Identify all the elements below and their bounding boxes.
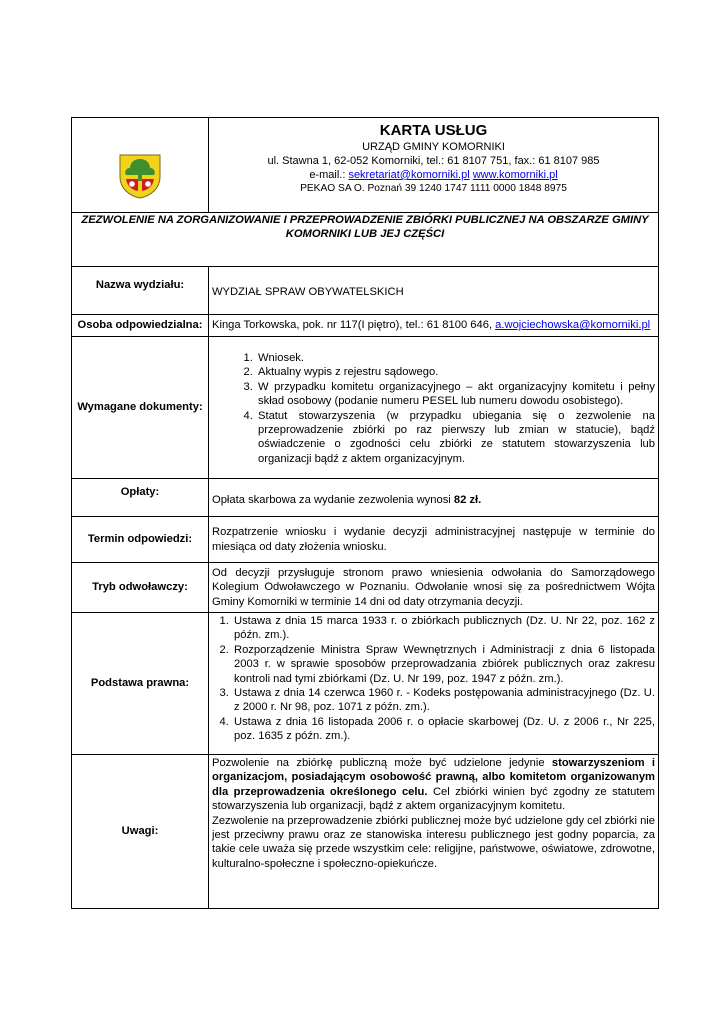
bank-account: PEKAO SA O. Poznań 39 1240 1747 1111 0000 1848 8975 — [300, 183, 567, 194]
office-name: URZĄD GMINY KOMORNIKI — [362, 141, 505, 153]
person-email-link[interactable]: a.wojciechowska@komorniki.pl — [495, 319, 651, 332]
notes-cell — [209, 755, 659, 909]
documents-label: Wymagane dokumenty: — [72, 337, 209, 479]
legal-item: 2. Rozporządzenie Ministra Spraw Wewnętrznych i Administracji z dnia 6 listopada 2003 r. w sprawie sposobów przeprowadzania zbiórek publicznych oraz zakresu kontroli nad tymi zbiórkami (Dz. U. Nr 199, poz. 1947 z późn. zm.). — [232, 643, 655, 686]
document-item: 4. Statut stowarzyszenia (w przypadku ubiegania się o zezwolenie na przeprowadzenie zbiórki po raz pierwszy lub zmian w statucie), bądź oświadczenie o zgodności celu zbiórki ze statutem stowarzyszenia lub organizacji bądź z aktem organizacyjnym. — [256, 409, 655, 467]
notes-bold: stowarzyszeniom i organizacjom, posiadającym osobowość prawną, albo komitetom organizowanym dla przeprowadzenia określonego celu. — [212, 757, 655, 798]
deadline-value: Rozpatrzenie wniosku i wydanie decyzji administracyjnej następuje w terminie do miesiąca od daty złożenia wniosku. — [209, 517, 659, 563]
fees-label: Opłaty: — [72, 479, 209, 517]
person-row — [72, 315, 659, 337]
legal-cell — [209, 613, 659, 755]
deadline-label: Termin odpowiedzi: — [72, 517, 209, 563]
header-row — [72, 118, 659, 213]
documents-list — [212, 351, 655, 466]
website-link[interactable]: www.komorniki.pl — [472, 169, 558, 181]
person-cell — [209, 315, 659, 337]
notes-text-a: Pozwolenie na zbiórkę publiczną może być udzielone jedynie — [212, 757, 552, 769]
person-value: Kinga Torkowska, pok. nr 117(I piętro), tel.: 61 8100 646, — [212, 319, 496, 332]
subject-row — [72, 213, 659, 267]
notes-text-b: Cel zbiórki winien być zgodny ze statutem stowarzyszenia lub organizacji, bądź z aktem organizacyjnym komitetu. — [212, 785, 656, 813]
notes-label: Uwagi: — [72, 755, 209, 909]
fees-row — [72, 479, 659, 517]
header-cell — [209, 118, 659, 213]
legal-list — [212, 614, 655, 744]
document-item: 1. Wniosek. — [256, 351, 655, 365]
email-prefix: e-mail.: — [309, 169, 349, 181]
coat-of-arms-icon — [116, 151, 164, 199]
service-subject: ZEZWOLENIE NA ZORGANIZOWANIE I PRZEPROWADZENIE ZBIÓRKI PUBLICZNEJ NA OBSZARZE GMINY KOMORNIKI LUB JEJ CZĘŚCI — [72, 213, 659, 267]
legal-label: Podstawa prawna: — [72, 613, 209, 755]
appeal-row — [72, 563, 659, 613]
email-link[interactable]: sekretariat@komorniki.pl — [348, 169, 470, 181]
contact-line — [212, 168, 655, 182]
fees-cell — [209, 479, 659, 517]
department-label: Nazwa wydziału: — [72, 267, 209, 315]
legal-row — [72, 613, 659, 755]
document-item: 3. W przypadku komitetu organizacyjnego – akt organizacyjny komitetu i pełny skład osobowy (podanie numeru PESEL lub numeru dowodu osobistego). — [256, 380, 655, 409]
person-label: Osoba odpowiedzialna: — [72, 315, 209, 337]
office-address: ul. Stawna 1, 62-052 Komorniki, tel.: 61 8107 751, fax.: 61 8107 985 — [267, 155, 600, 167]
department-value: WYDZIAŁ SPRAW OBYWATELSKICH — [209, 267, 659, 315]
notes-paragraph-2: Zezwolenie na przeprowadzenie zbiórki publicznej może być udzielone gdy cel zbiórki nie jest przeciwny prawu oraz ze stanowiska interesu publicznego jest godny poparcia, za takie cele uważa się przede wszystkim cele: religijne, państwowe, oświatowe, zdrowotne, kulturalno-społeczne i społeczno-opiekuńcze. — [212, 814, 655, 870]
fees-text: Opłata skarbowa za wydanie zezwolenia wynosi — [212, 494, 454, 506]
legal-item: 3. Ustawa z dnia 14 czerwca 1960 r. - Kodeks postępowania administracyjnego (Dz. U. z 2000 r. Nr 98, poz. 1071 z późn. zm.). — [232, 686, 655, 715]
appeal-label: Tryb odwoławczy: — [72, 563, 209, 613]
deadline-row — [72, 517, 659, 563]
documents-cell — [209, 337, 659, 479]
notes-row — [72, 755, 659, 909]
service-card-table — [71, 117, 659, 909]
fees-amount: 82 zł. — [453, 494, 482, 506]
notes-paragraph-1 — [212, 756, 655, 814]
legal-item: 1. Ustawa z dnia 15 marca 1933 r. o zbiórkach publicznych (Dz. U. Nr 22, poz. 162 z późn. zm.). — [232, 614, 655, 643]
documents-row — [72, 337, 659, 479]
appeal-value: Od decyzji przysługuje stronom prawo wniesienia odwołania do Samorządowego Kolegium Odwoławczego w Poznaniu. Odwołanie wnosi się za pośrednictwem Wójta Gminy Komorniki w terminie 14 dni od daty otrzymania decyzji. — [209, 563, 659, 613]
document-item: 2. Aktualny wypis z rejestru sądowego. — [256, 365, 655, 379]
legal-item: 4. Ustawa z dnia 16 listopada 2006 r. o opłacie skarbowej (Dz. U. z 2006 r., Nr 225, poz. 1635 z późn. zm.). — [232, 715, 655, 744]
crest-cell — [72, 118, 209, 213]
card-title: KARTA USŁUG — [379, 122, 488, 139]
department-row — [72, 267, 659, 315]
